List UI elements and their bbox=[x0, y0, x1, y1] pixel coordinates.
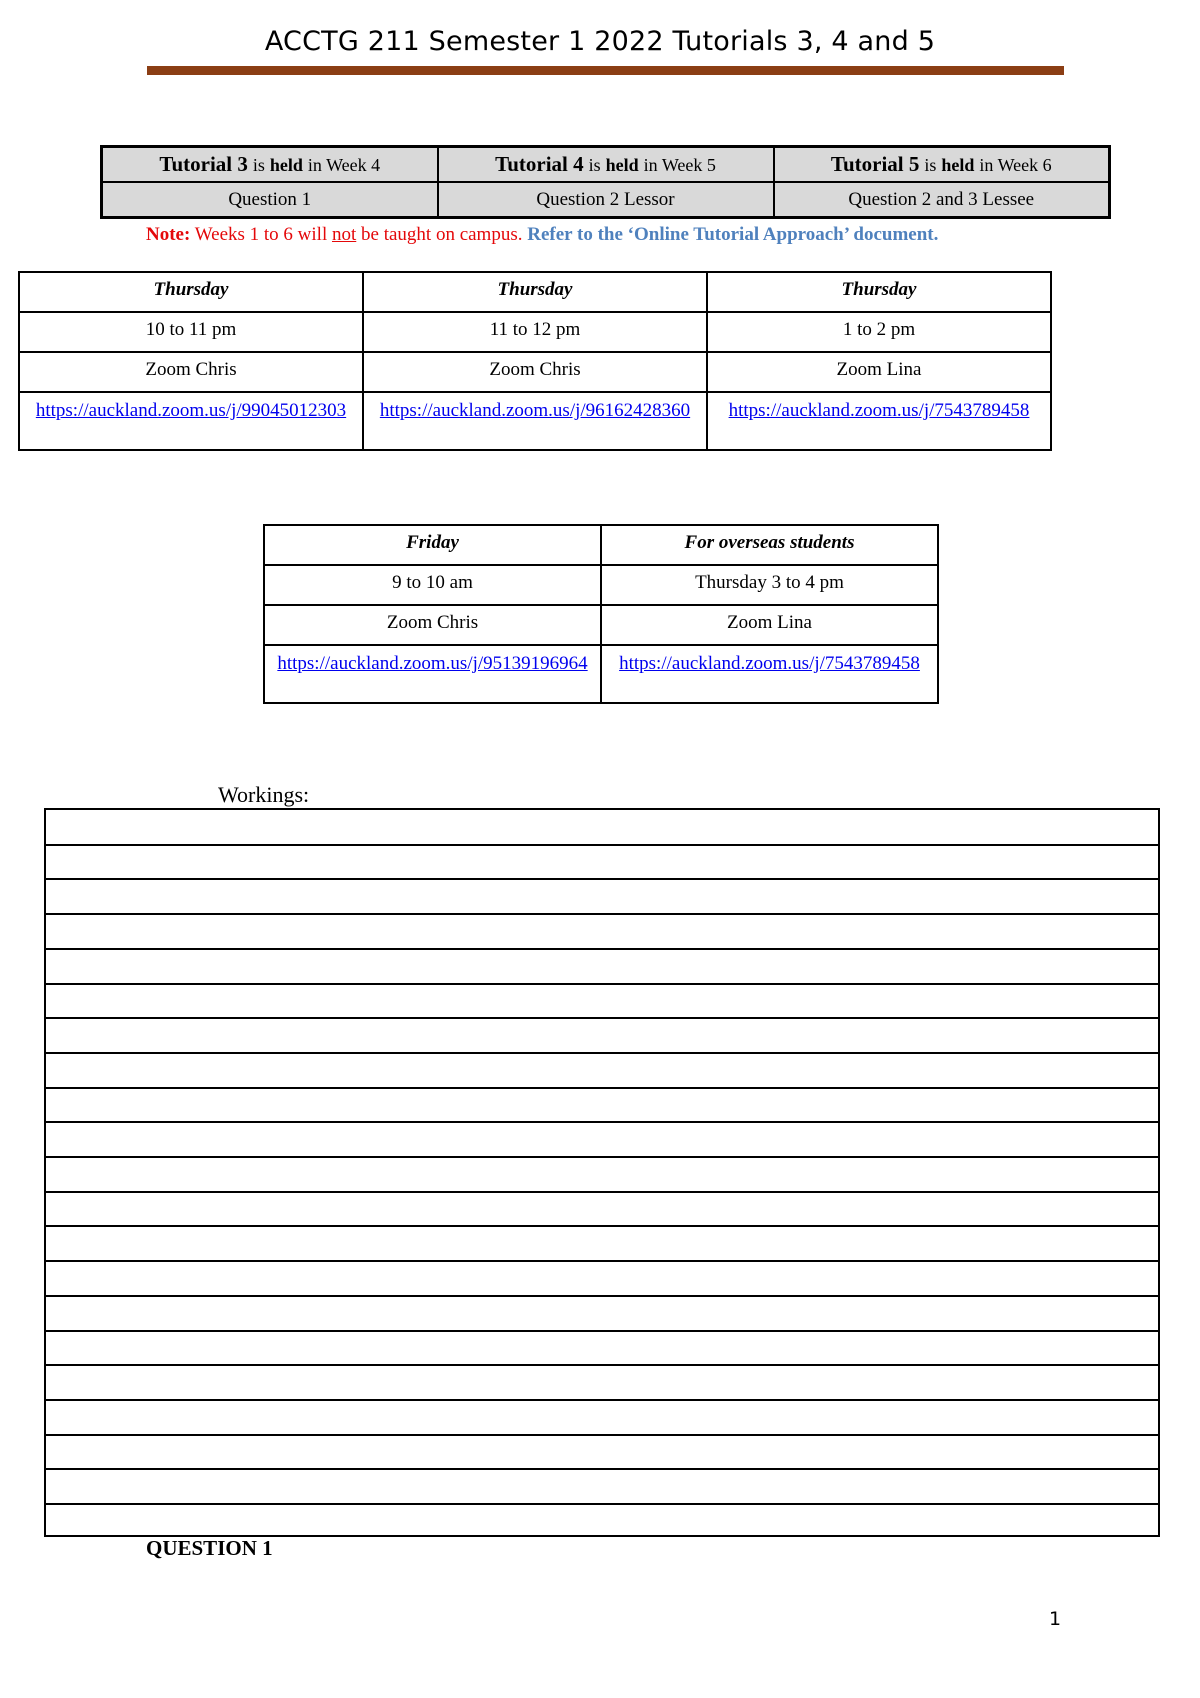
session-host: Zoom Chris bbox=[264, 605, 601, 645]
session-link-cell bbox=[601, 645, 938, 703]
tutorial-3-content: Question 1 bbox=[102, 182, 438, 218]
session-link-cell bbox=[363, 392, 707, 450]
ruled-line bbox=[46, 844, 1158, 846]
tutorial-5-header bbox=[774, 147, 1110, 183]
note-label: Note: bbox=[146, 224, 191, 245]
ruled-line bbox=[46, 1052, 1158, 1054]
workings-label: Workings: bbox=[218, 782, 310, 807]
zoom-link[interactable]: https://auckland.zoom.us/j/96162428360 bbox=[379, 400, 691, 421]
question-heading: QUESTION 1 bbox=[146, 1536, 273, 1560]
day-row bbox=[19, 272, 1051, 312]
session-host: Zoom Lina bbox=[601, 605, 938, 645]
session-time: 10 to 11 pm bbox=[19, 312, 363, 352]
tutorial-4-content: Question 2 Lessor bbox=[438, 182, 774, 218]
tutorial-content-row bbox=[102, 182, 1110, 218]
tutorial-is: is bbox=[588, 155, 601, 175]
link-row bbox=[19, 392, 1051, 450]
zoom-link[interactable]: https://auckland.zoom.us/j/95139196964 bbox=[277, 653, 588, 674]
ruled-line bbox=[46, 1191, 1158, 1193]
note-reference: Refer to the ‘Online Tutorial Approach’ document. bbox=[527, 224, 939, 245]
time-row bbox=[264, 565, 938, 605]
tutorial-header-row bbox=[102, 147, 1110, 183]
ruled-line bbox=[46, 1017, 1158, 1019]
tutorial-name: Tutorial 3 bbox=[159, 152, 248, 176]
ruled-line bbox=[46, 1434, 1158, 1436]
ruled-line bbox=[46, 1121, 1158, 1123]
session-host: Zoom Chris bbox=[19, 352, 363, 392]
page-title: ACCTG 211 Semester 1 2022 Tutorials 3, 4 and 5 bbox=[264, 26, 936, 57]
session-time: 1 to 2 pm bbox=[707, 312, 1051, 352]
tutorial-is: is bbox=[924, 155, 937, 175]
tutorial-5-content: Question 2 and 3 Lessee bbox=[774, 182, 1110, 218]
host-row bbox=[19, 352, 1051, 392]
tutorial-week: in Week 4 bbox=[307, 155, 381, 175]
session-host: Zoom Lina bbox=[707, 352, 1051, 392]
tutorial-schedule-table bbox=[100, 145, 1111, 219]
note-text-after: be taught on campus. bbox=[356, 224, 528, 245]
zoom-link[interactable]: https://auckland.zoom.us/j/7543789458 bbox=[728, 400, 1030, 421]
session-link-cell bbox=[19, 392, 363, 450]
tutorial-name: Tutorial 5 bbox=[830, 152, 920, 176]
tutorial-held: held bbox=[941, 155, 975, 175]
ruled-line bbox=[46, 948, 1158, 950]
session-time: 11 to 12 pm bbox=[363, 312, 707, 352]
tutorial-is: is bbox=[252, 155, 265, 175]
tutorial-held: held bbox=[269, 155, 303, 175]
ruled-line bbox=[46, 1399, 1158, 1401]
thursday-sessions-table bbox=[18, 271, 1052, 451]
host-row bbox=[264, 605, 938, 645]
ruled-line bbox=[46, 1503, 1158, 1505]
workings-area[interactable] bbox=[44, 808, 1160, 1537]
page-number: 1 bbox=[1049, 1608, 1062, 1630]
other-sessions-table bbox=[263, 524, 939, 704]
day-row bbox=[264, 525, 938, 565]
zoom-link[interactable]: https://auckland.zoom.us/j/99045012303 bbox=[35, 400, 347, 421]
zoom-link[interactable]: https://auckland.zoom.us/j/7543789458 bbox=[619, 653, 920, 674]
session-day: Thursday bbox=[363, 272, 707, 312]
session-day: Thursday bbox=[19, 272, 363, 312]
note-text-before: Weeks 1 to 6 will bbox=[190, 224, 332, 245]
session-host: Zoom Chris bbox=[363, 352, 707, 392]
tutorial-name: Tutorial 4 bbox=[495, 152, 584, 176]
ruled-line bbox=[46, 983, 1158, 985]
ruled-line bbox=[46, 1468, 1158, 1470]
session-link-cell bbox=[264, 645, 601, 703]
session-day: For overseas students bbox=[601, 525, 938, 565]
ruled-line bbox=[46, 1295, 1158, 1297]
title-rule bbox=[147, 66, 1064, 75]
ruled-line bbox=[46, 1260, 1158, 1262]
tutorial-week: in Week 5 bbox=[643, 155, 716, 175]
time-row bbox=[19, 312, 1051, 352]
session-link-cell bbox=[707, 392, 1051, 450]
tutorial-4-header bbox=[438, 147, 774, 183]
ruled-line bbox=[46, 878, 1158, 880]
session-day: Friday bbox=[264, 525, 601, 565]
tutorial-3-header bbox=[102, 147, 438, 183]
ruled-line bbox=[46, 1225, 1158, 1227]
ruled-line bbox=[46, 1156, 1158, 1158]
campus-note bbox=[146, 224, 938, 246]
link-row bbox=[264, 645, 938, 703]
tutorial-held: held bbox=[605, 155, 639, 175]
ruled-line bbox=[46, 913, 1158, 915]
ruled-line bbox=[46, 1330, 1158, 1332]
tutorial-week: in Week 6 bbox=[979, 155, 1052, 175]
note-underlined: not bbox=[331, 224, 357, 245]
session-day: Thursday bbox=[707, 272, 1051, 312]
ruled-line bbox=[46, 1364, 1158, 1366]
session-time: Thursday 3 to 4 pm bbox=[601, 565, 938, 605]
ruled-line bbox=[46, 1087, 1158, 1089]
session-time: 9 to 10 am bbox=[264, 565, 601, 605]
